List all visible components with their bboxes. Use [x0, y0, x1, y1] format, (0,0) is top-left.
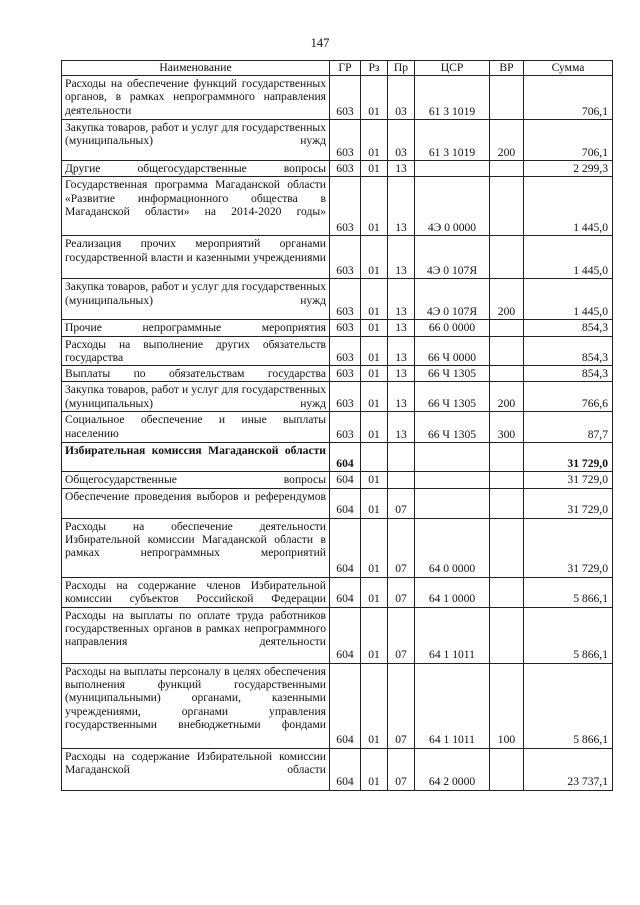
cell-csr: 64 0 0000 — [415, 518, 490, 577]
cell-rz: 01 — [361, 663, 388, 748]
cell-rz: 01 — [361, 320, 388, 336]
cell-sum: 23 737,1 — [524, 748, 613, 790]
table-row — [62, 663, 613, 748]
cell-vr — [490, 472, 524, 488]
cell-vr — [490, 366, 524, 382]
cell-rz: 01 — [361, 161, 388, 177]
cell-csr — [415, 488, 490, 518]
cell-pr: 07 — [388, 488, 415, 518]
cell-gr: 604 — [330, 443, 361, 472]
cell-pr: 13 — [388, 336, 415, 366]
cell-pr: 13 — [388, 279, 415, 320]
cell-csr: 64 2 0000 — [415, 748, 490, 790]
cell-sum: 31 729,0 — [524, 443, 613, 472]
table-row — [62, 412, 613, 443]
cell-rz: 01 — [361, 382, 388, 412]
cell-pr: 13 — [388, 382, 415, 412]
table-row — [62, 336, 613, 366]
cell-vr — [490, 748, 524, 790]
cell-rz: 01 — [361, 366, 388, 382]
cell-vr: 300 — [490, 412, 524, 443]
cell-csr — [415, 443, 490, 472]
cell-rz: 01 — [361, 607, 388, 663]
cell-name: Обеспечение проведения выборов и референдумов — [62, 488, 330, 518]
cell-gr: 603 — [330, 76, 361, 120]
cell-gr: 604 — [330, 518, 361, 577]
cell-csr: 66 Ч 1305 — [415, 412, 490, 443]
cell-csr: 4Э 0 107Я — [415, 279, 490, 320]
cell-gr: 603 — [330, 161, 361, 177]
table-row — [62, 236, 613, 279]
table-header-row — [62, 61, 613, 76]
cell-rz: 01 — [361, 336, 388, 366]
page-number: 147 — [310, 36, 330, 50]
table-row — [62, 472, 613, 488]
cell-gr: 604 — [330, 663, 361, 748]
cell-gr: 603 — [330, 336, 361, 366]
header-rz: Рз — [361, 61, 388, 76]
header-pr: Пр — [388, 61, 415, 76]
table-row — [62, 382, 613, 412]
cell-pr: 13 — [388, 177, 415, 236]
cell-gr: 603 — [330, 366, 361, 382]
cell-name: Прочие непрограммные мероприятия — [62, 320, 330, 336]
cell-csr: 61 3 1019 — [415, 76, 490, 120]
cell-rz: 01 — [361, 120, 388, 161]
cell-csr: 66 Ч 1305 — [415, 366, 490, 382]
cell-pr: 13 — [388, 366, 415, 382]
cell-pr: 13 — [388, 412, 415, 443]
cell-csr: 66 0 0000 — [415, 320, 490, 336]
cell-csr: 64 1 1011 — [415, 663, 490, 748]
cell-name: Расходы на выплаты персоналу в целях обеспечения выполнения функций государственными (муниципальными) органами, казенными учреждениями, органами управления государственными внебюджетными фондами — [62, 663, 330, 748]
cell-pr: 13 — [388, 161, 415, 177]
cell-sum: 854,3 — [524, 336, 613, 366]
cell-csr: 64 1 1011 — [415, 607, 490, 663]
cell-rz: 01 — [361, 412, 388, 443]
table-row — [62, 320, 613, 336]
cell-gr: 604 — [330, 607, 361, 663]
cell-vr: 200 — [490, 279, 524, 320]
cell-sum: 1 445,0 — [524, 236, 613, 279]
cell-name: Социальное обеспечение и иные выплаты населению — [62, 412, 330, 443]
cell-vr — [490, 320, 524, 336]
cell-sum: 706,1 — [524, 120, 613, 161]
cell-vr — [490, 161, 524, 177]
cell-gr: 604 — [330, 472, 361, 488]
cell-name: Закупка товаров, работ и услуг для государственных (муниципальных) нужд — [62, 279, 330, 320]
cell-csr: 61 3 1019 — [415, 120, 490, 161]
cell-name: Выплаты по обязательствам государства — [62, 366, 330, 382]
cell-gr: 603 — [330, 382, 361, 412]
cell-name: Расходы на обеспечение функций государственных органов, в рамках непрограммного направления деятельности — [62, 76, 330, 120]
cell-vr — [490, 518, 524, 577]
cell-name: Расходы на выполнение других обязательств государства — [62, 336, 330, 366]
cell-gr: 604 — [330, 577, 361, 607]
cell-csr: 4Э 0 107Я — [415, 236, 490, 279]
cell-name: Реализация прочих мероприятий органами государственной власти и казенными учреждениями — [62, 236, 330, 279]
cell-name: Другие общегосударственные вопросы — [62, 161, 330, 177]
table-row — [62, 76, 613, 120]
table-row — [62, 366, 613, 382]
cell-pr: 07 — [388, 663, 415, 748]
cell-gr: 603 — [330, 236, 361, 279]
cell-name: Общегосударственные вопросы — [62, 472, 330, 488]
cell-vr — [490, 443, 524, 472]
cell-name: Расходы на содержание Избирательной комиссии Магаданской области — [62, 748, 330, 790]
cell-vr — [490, 76, 524, 120]
cell-sum: 706,1 — [524, 76, 613, 120]
table-row — [62, 577, 613, 607]
cell-gr: 603 — [330, 177, 361, 236]
cell-vr: 200 — [490, 120, 524, 161]
cell-pr: 13 — [388, 236, 415, 279]
header-name: Наименование — [62, 61, 330, 76]
cell-rz: 01 — [361, 748, 388, 790]
cell-sum: 31 729,0 — [524, 488, 613, 518]
cell-vr — [490, 577, 524, 607]
cell-rz: 01 — [361, 236, 388, 279]
header-vr: ВР — [490, 61, 524, 76]
cell-rz: 01 — [361, 488, 388, 518]
cell-rz: 01 — [361, 577, 388, 607]
cell-vr — [490, 607, 524, 663]
table-row — [62, 279, 613, 320]
cell-vr: 200 — [490, 382, 524, 412]
cell-sum: 31 729,0 — [524, 472, 613, 488]
header-gr: ГР — [330, 61, 361, 76]
cell-name: Избирательная комиссия Магаданской области — [62, 443, 330, 472]
cell-gr: 603 — [330, 279, 361, 320]
cell-pr: 07 — [388, 748, 415, 790]
table-row — [62, 748, 613, 790]
cell-name: Закупка товаров, работ и услуг для государственных (муниципальных) нужд — [62, 120, 330, 161]
cell-csr: 64 1 0000 — [415, 577, 490, 607]
cell-name: Расходы на содержание членов Избирательной комиссии субъектов Российской Федерации — [62, 577, 330, 607]
cell-gr: 603 — [330, 120, 361, 161]
header-csr: ЦСР — [415, 61, 490, 76]
cell-vr — [490, 177, 524, 236]
cell-vr — [490, 236, 524, 279]
cell-pr: 07 — [388, 607, 415, 663]
table-row — [62, 607, 613, 663]
cell-pr: 07 — [388, 577, 415, 607]
cell-csr — [415, 472, 490, 488]
cell-gr: 604 — [330, 748, 361, 790]
cell-sum: 2 299,3 — [524, 161, 613, 177]
cell-sum: 766,6 — [524, 382, 613, 412]
cell-pr — [388, 443, 415, 472]
cell-vr — [490, 336, 524, 366]
cell-pr: 03 — [388, 120, 415, 161]
cell-vr — [490, 488, 524, 518]
cell-csr: 4Э 0 0000 — [415, 177, 490, 236]
cell-sum: 1 445,0 — [524, 279, 613, 320]
cell-name: Закупка товаров, работ и услуг для государственных (муниципальных) нужд — [62, 382, 330, 412]
cell-gr: 603 — [330, 412, 361, 443]
cell-rz: 01 — [361, 177, 388, 236]
cell-rz: 01 — [361, 76, 388, 120]
cell-gr: 603 — [330, 320, 361, 336]
cell-rz: 01 — [361, 279, 388, 320]
cell-sum: 87,7 — [524, 412, 613, 443]
cell-csr: 66 Ч 1305 — [415, 382, 490, 412]
table-row — [62, 488, 613, 518]
cell-gr: 604 — [330, 488, 361, 518]
cell-pr: 07 — [388, 518, 415, 577]
budget-table — [61, 60, 613, 791]
table-row — [62, 120, 613, 161]
cell-sum: 854,3 — [524, 366, 613, 382]
cell-rz: 01 — [361, 472, 388, 488]
cell-rz — [361, 443, 388, 472]
cell-sum: 5 866,1 — [524, 663, 613, 748]
cell-name: Расходы на обеспечение деятельности Избирательной комиссии Магаданской области в рамках непрограммных мероприятий — [62, 518, 330, 577]
cell-vr: 100 — [490, 663, 524, 748]
cell-csr — [415, 161, 490, 177]
cell-sum: 1 445,0 — [524, 177, 613, 236]
cell-sum: 31 729,0 — [524, 518, 613, 577]
cell-pr — [388, 472, 415, 488]
table-row — [62, 443, 613, 472]
cell-rz: 01 — [361, 518, 388, 577]
cell-sum: 5 866,1 — [524, 607, 613, 663]
table-row — [62, 177, 613, 236]
cell-pr: 03 — [388, 76, 415, 120]
cell-pr: 13 — [388, 320, 415, 336]
cell-sum: 854,3 — [524, 320, 613, 336]
cell-name: Государственная программа Магаданской области «Развитие информационного общества в Магаданской области» на 2014-2020 годы» — [62, 177, 330, 236]
cell-csr: 66 Ч 0000 — [415, 336, 490, 366]
table-row — [62, 161, 613, 177]
table-row — [62, 518, 613, 577]
cell-sum: 5 866,1 — [524, 577, 613, 607]
cell-name: Расходы на выплаты по оплате труда работников государственных органов в рамках непрограммного направления деятельности — [62, 607, 330, 663]
header-sum: Сумма — [524, 61, 613, 76]
